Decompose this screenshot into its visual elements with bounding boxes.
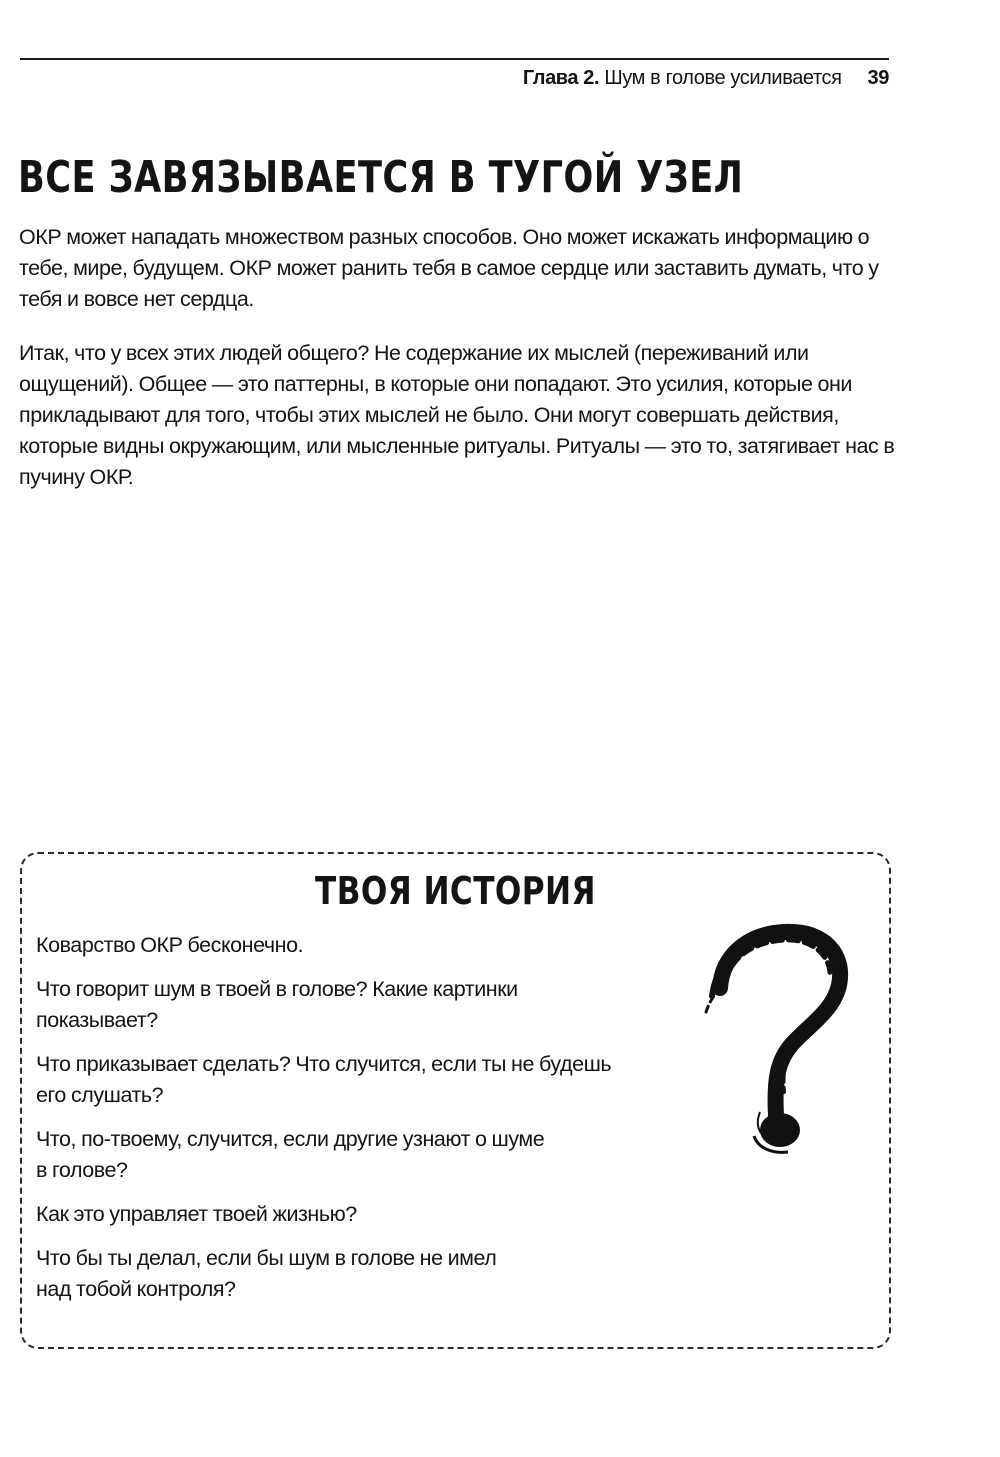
story-item-3: Что приказывает сделать? Что случится, если ты не будешь его слушать? <box>36 1052 612 1107</box>
body-paragraph-1: ОКР может нападать множеством разных способов. Оно может искажать информацию о тебе, мире, будущем. ОКР может ранить тебя в самое сердце или заставить думать, что у тебя и вовсе нет сердца. <box>19 225 879 311</box>
story-question-list <box>36 930 696 1318</box>
story-item-6: Что бы ты делал, если бы шум в голове не имел над тобой контроля? <box>36 1246 497 1301</box>
question-mark-brush-icon <box>692 916 872 1156</box>
story-item-5: Как это управляет твоей жизнью? <box>36 1202 357 1226</box>
chapter-label: Глава 2. <box>522 67 600 89</box>
page-number: 39 <box>867 67 889 89</box>
section-title: ВСЕ ЗАВЯЗЫВАЕТСЯ В ТУГОЙ УЗЕЛ <box>18 152 744 203</box>
running-head <box>300 66 889 90</box>
body-paragraph-2: Итак, что у всех этих людей общего? Не содержание их мыслей (переживаний или ощущений). Общее — это паттерны, в которые они попадают. Это усилия, которые они прикладывают для того, чтобы этих мыслей не было. Они могут совершать действия, которые видны окружающим, или мысленные ритуалы. Ритуалы — это то, затягивает нас в пучину ОКР. <box>19 341 895 489</box>
story-item-4: Что, по-твоему, случится, если другие узнают о шуме в голове? <box>36 1127 545 1182</box>
your-story-box <box>20 852 891 1349</box>
chapter-title: Шум в голове усиливается <box>604 67 842 89</box>
header-rule <box>20 58 889 60</box>
story-item-2: Что говорит шум в твоей в голове? Какие картинки показывает? <box>36 977 518 1032</box>
story-item-1: Коварство ОКР бесконечно. <box>36 933 304 957</box>
story-box-title: ТВОЯ ИСТОРИЯ <box>315 869 596 913</box>
